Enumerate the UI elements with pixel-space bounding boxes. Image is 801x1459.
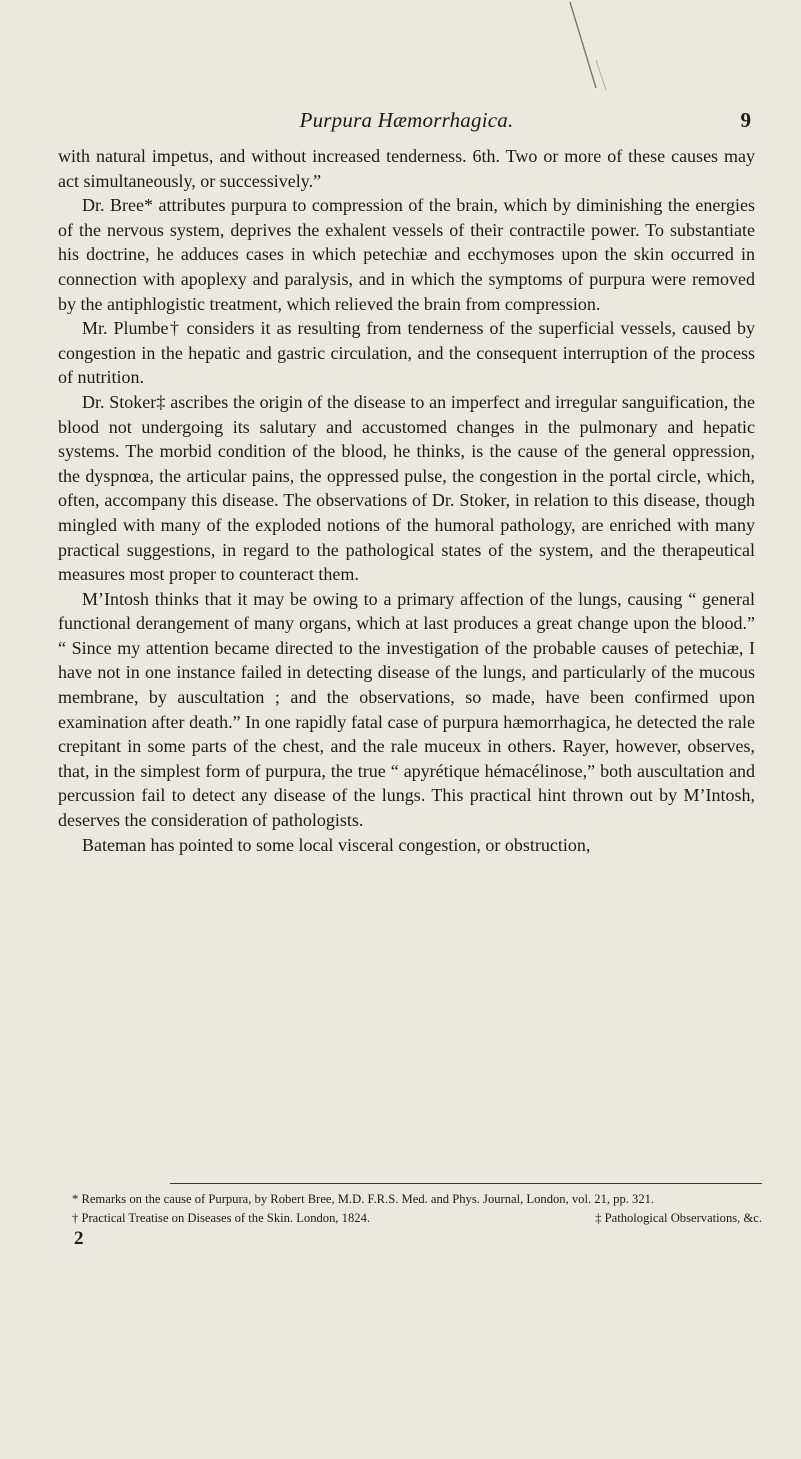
footnote-stoker: ‡ Pathological Observations, &c. xyxy=(595,1210,762,1225)
footnote-bree: * Remarks on the cause of Purpura, by Robert Bree, M.D. F.R.S. Med. and Phys. Journal, London, vol. 21, pp. 321. xyxy=(72,1192,655,1206)
paragraph-bree: Dr. Bree* attributes purpura to compression of the brain, which by diminishing the energies of the nervous system, deprives the exhalent vessels of their contractile power. To substantiate his doctrine, he adduces cases in which petechiæ and ecchymoses upon the skin occurred in connection with apoplexy and paralysis, and in which the symptoms of purpura were removed by the antiphlogistic treatment, which relieved the brain from compression. xyxy=(58,195,755,314)
footnote-rule xyxy=(170,1183,762,1184)
signature-mark: 2 xyxy=(74,1228,84,1249)
margin-pencil-mark xyxy=(566,0,610,92)
footnote-row xyxy=(58,1209,762,1228)
page-title: Purpura Hæmorrhagica. xyxy=(299,108,514,132)
running-head xyxy=(58,108,755,134)
footnotes xyxy=(58,1190,762,1227)
paragraph-mintosh: M’Intosh thinks that it may be owing to a primary affection of the lungs, causing “ general functional derangement of many organs, which at last produces a great change upon the blood.” “ Since my attention became directed to the investigation of the probable causes of petechiæ, I have not in one instance failed in detecting disease of the lungs, and particularly of the mucous membrane, by auscultation ; and the observations, so made, have been confirmed upon examination after death.” In one rapidly fatal case of purpura hæmorrhagica, he detected the rale crepitant in some parts of the chest, and the rale muceux in others. Rayer, however, observes, that, in the simplest form of purpura, the true “ apyrétique hémacélinose,” both auscultation and percussion fail to detect any disease of the lungs. This practical hint thrown out by M’Intosh, deserves the consideration of pathologists. xyxy=(58,588,755,831)
paragraph-plumbe: Mr. Plumbe† considers it as resulting from tenderness of the superficial vessels, caused by congestion in the hepatic and gastric circulation, and the consequent interruption of the process of nutrition. xyxy=(58,318,755,388)
footnote-plumbe: † Practical Treatise on Diseases of the Skin. London, 1824. xyxy=(72,1210,371,1225)
paragraph-bateman: Bateman has pointed to some local visceral congestion, or obstruction, xyxy=(82,834,591,855)
paragraph-stoker: Dr. Stoker‡ ascribes the origin of the disease to an imperfect and irregular sanguification, the blood not undergoing its salutary and accustomed changes in the pulmonary and hepatic systems. The morbid condition of the blood, he thinks, is the cause of the general oppression, the dyspnœa, the articular pains, the oppressed pulse, the congestion in the portal circle, which, often, accompany this disease. The observations of Dr. Stoker, in relation to this disease, though mingled with many of the exploded notions of the humoral pathology, are enriched with many practical suggestions, in regard to the pathological states of the system, and the therapeutical measures most proper to counteract them. xyxy=(58,391,755,585)
paragraph-continuation: with natural impetus, and without increased tenderness. 6th. Two or more of these causes may act simultaneously, or successively.” xyxy=(58,146,755,191)
body-text xyxy=(58,144,755,857)
page-number: 9 xyxy=(740,108,751,132)
